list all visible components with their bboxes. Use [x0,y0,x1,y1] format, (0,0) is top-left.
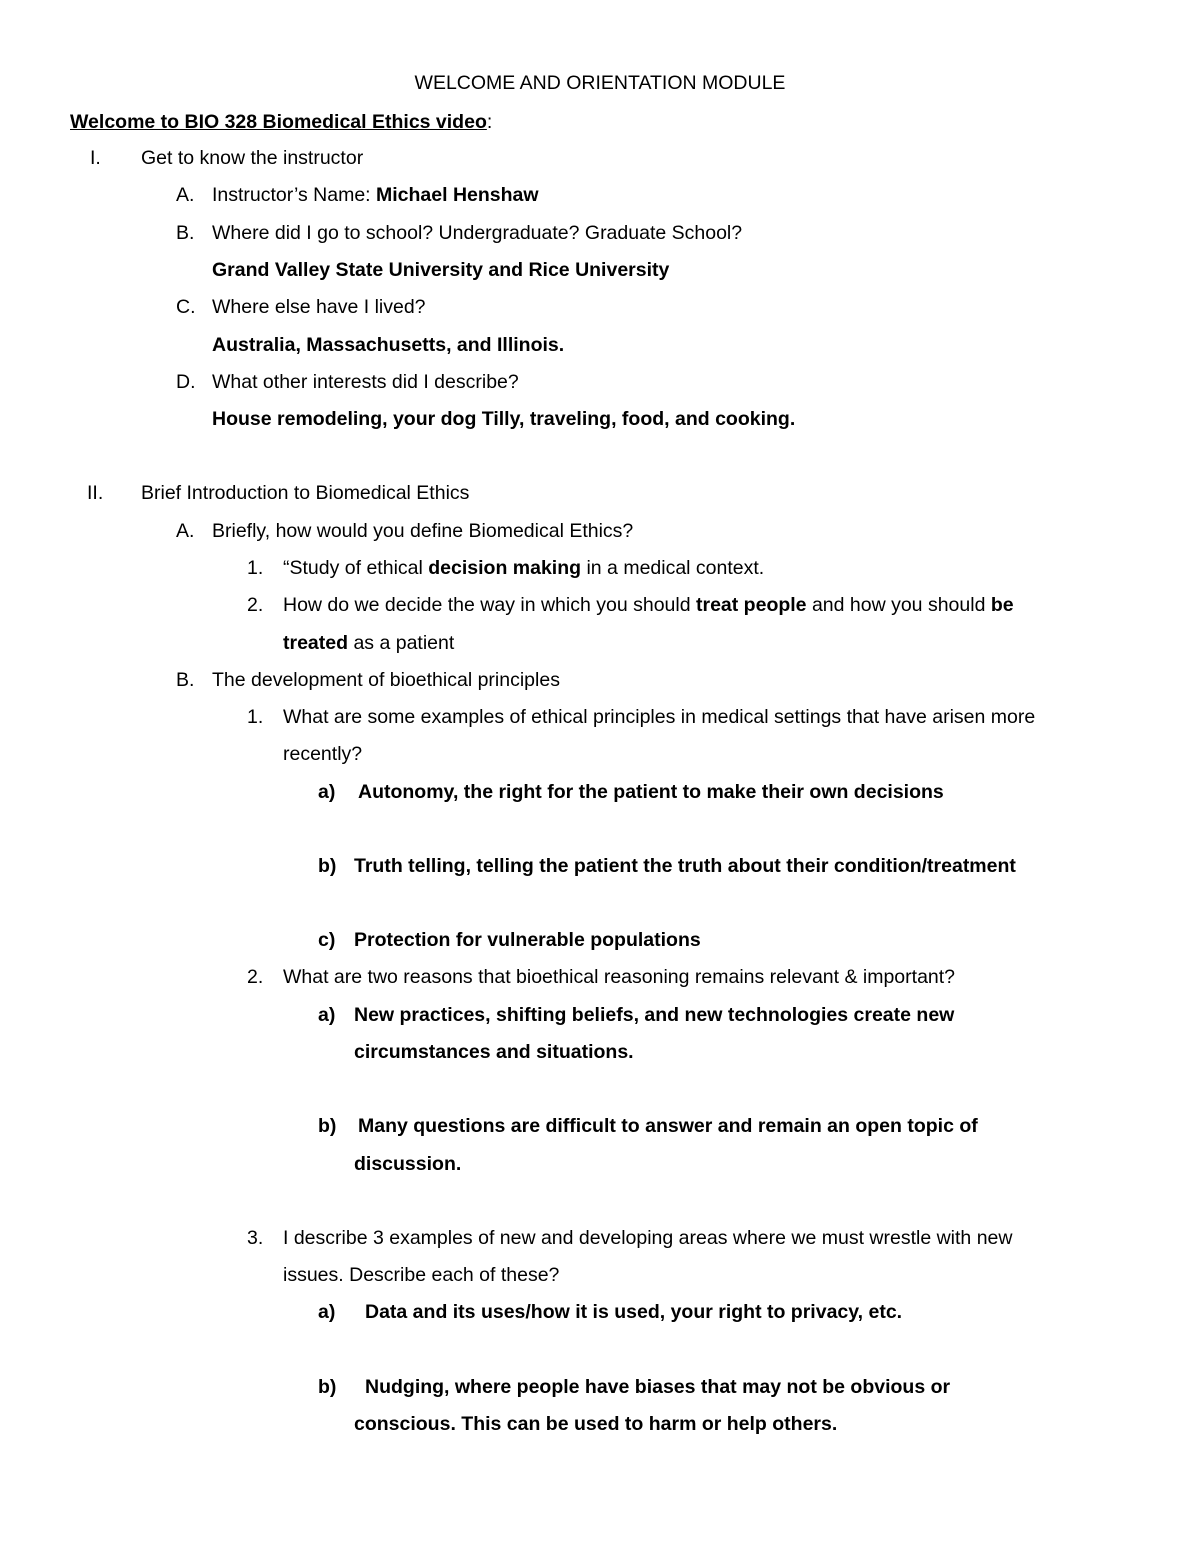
item-2b2b-line1: Many questions are difficult to answer and remain an open topic of [358,1115,978,1137]
item-2a2-part3: as a patient [348,632,455,654]
item-1a-answer: Michael Henshaw [376,184,539,206]
item-2b3b-line2: conscious. This can be used to harm or help others. [354,1413,838,1435]
item-2b2a-line2: circumstances and situations. [354,1041,634,1063]
item-1a-text [212,183,539,207]
item-2b1a-answer: Autonomy, the right for the patient to make their own decisions [358,781,944,803]
item-2a2-bold3: treated [283,632,349,654]
item-2b2a-label: a) [318,1004,336,1026]
item-2a1-text [283,556,764,580]
item-2b3-line2: issues. Describe each of these? [283,1264,560,1286]
item-2b2-number: 2. [247,966,264,988]
item-1c-question: Where else have I lived? [212,296,426,318]
item-2b1-line1: What are some examples of ethical principles in medical settings that have arisen more [283,706,1036,728]
item-2b3b-label: b) [318,1376,337,1398]
item-1d-answer: House remodeling, your dog Tilly, traveling, food, and cooking. [212,408,796,430]
item-2b3-number: 3. [247,1227,264,1249]
item-2b2b-line2: discussion. [354,1153,462,1175]
item-2b3-line1: I describe 3 examples of new and developing areas where we must wrestle with new [283,1227,1013,1249]
item-2a2-part1: How do we decide the way in which you should [283,594,696,616]
item-1a-question: Instructor’s Name: [212,184,376,206]
item-2a1-number: 1. [247,557,264,579]
item-2b2-question: What are two reasons that bioethical reasoning remains relevant & important? [283,966,956,988]
page-title: WELCOME AND ORIENTATION MODULE [414,72,786,94]
item-2a1-part2: in a medical context. [581,557,765,579]
item-2b1-line2: recently? [283,743,363,765]
video-subtitle [70,110,492,134]
item-2a2-part2: and how you should [806,594,991,616]
item-2a1-bold: decision making [428,557,582,579]
item-1b-answer: Grand Valley State University and Rice University [212,259,670,281]
item-1c-letter: C. [176,296,196,318]
item-1c-answer: Australia, Massachusetts, and Illinois. [212,334,565,356]
item-2a-letter: A. [176,520,195,542]
section-1-number: I. [90,147,101,169]
item-1d-letter: D. [176,371,196,393]
item-2a2-line2 [283,631,454,655]
section-1-heading: Get to know the instructor [141,147,364,169]
item-2b3b-line1: Nudging, where people have biases that may not be obvious or [365,1376,951,1398]
item-2b1c-answer: Protection for vulnerable populations [354,929,701,951]
item-2a2-bold2: be [990,594,1014,616]
item-2b1-number: 1. [247,706,264,728]
item-2a2-bold1: treat people [696,594,807,616]
item-2b2a-line1: New practices, shifting beliefs, and new technologies create new [354,1004,955,1026]
item-2b1b-answer: Truth telling, telling the patient the truth about their condition/treatment [354,855,1016,877]
item-2a2-line1 [283,593,1014,617]
item-2a1-part1: “Study of ethical [283,557,429,579]
item-2b1a-label: a) [318,781,336,803]
section-2-number: II. [87,482,104,504]
item-1d-question: What other interests did I describe? [212,371,519,393]
item-2a-question: Briefly, how would you define Biomedical Ethics? [212,520,634,542]
item-1a-letter: A. [176,184,195,206]
item-2b1b-label: b) [318,855,337,877]
subtitle-colon: : [486,111,493,133]
item-1b-question: Where did I go to school? Undergraduate? Graduate School? [212,222,743,244]
item-2b-letter: B. [176,669,195,691]
item-2a2-number: 2. [247,594,264,616]
item-2b-question: The development of bioethical principles [212,669,560,691]
item-1b-letter: B. [176,222,195,244]
subtitle-text: Welcome to BIO 328 Biomedical Ethics video [70,111,487,133]
section-2-heading: Brief Introduction to Biomedical Ethics [141,482,470,504]
item-2b3a-answer: Data and its uses/how it is used, your right to privacy, etc. [365,1301,903,1323]
item-2b2b-label: b) [318,1115,337,1137]
item-2b1c-label: c) [318,929,336,951]
item-2b3a-label: a) [318,1301,336,1323]
